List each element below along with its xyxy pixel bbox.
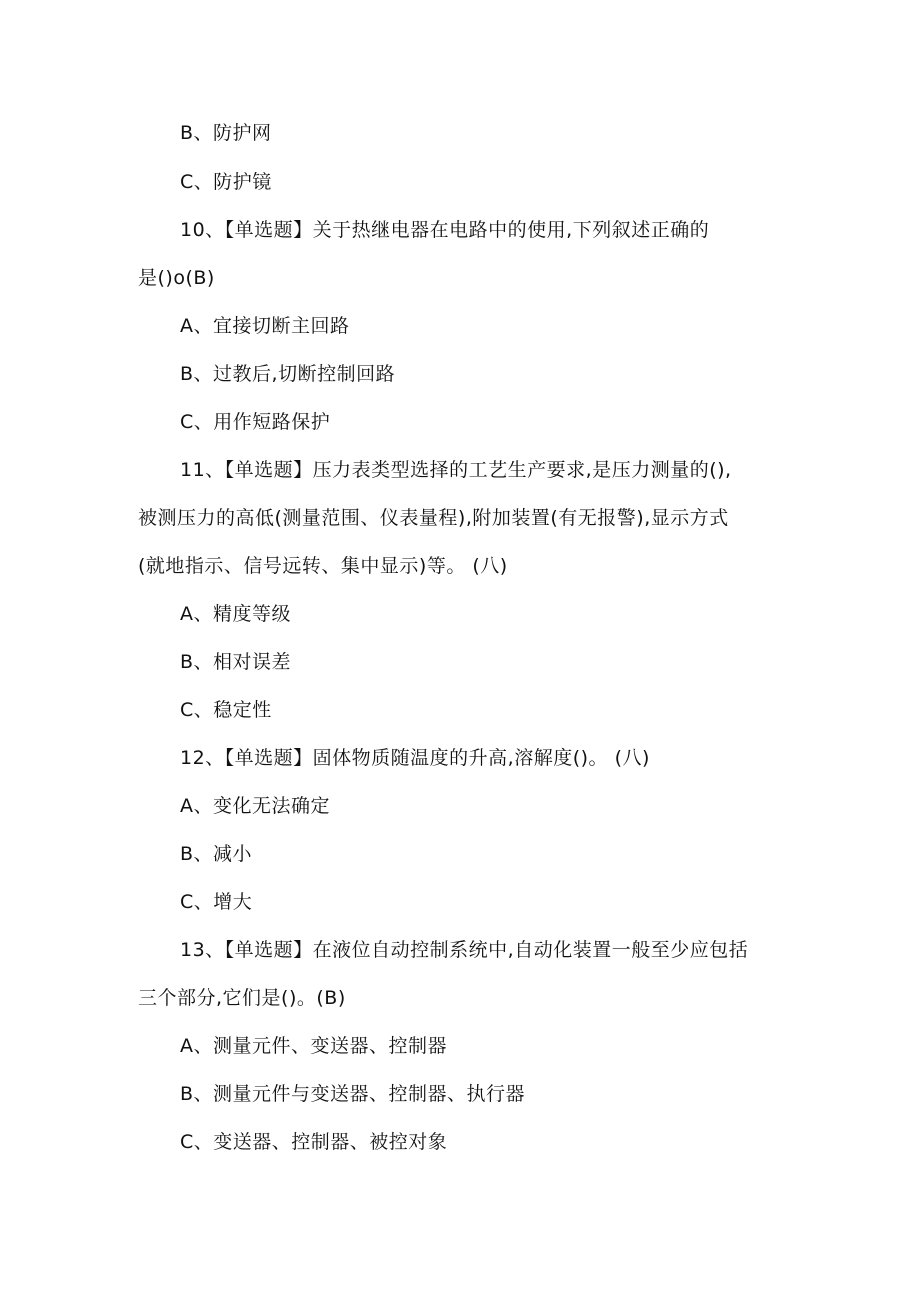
q12-option-b: B、减小 (180, 843, 253, 865)
q12-option-a: A、变化无法确定 (180, 795, 330, 817)
q13-option-a: A、测量元件、变送器、控制器 (180, 1035, 447, 1057)
q9-option-b: B、防护网 (180, 122, 272, 144)
q12-option-c: C、增大 (180, 891, 253, 913)
q13-option-c: C、变送器、控制器、被控对象 (180, 1131, 448, 1153)
q13-question-line-2: 三个部分,它们是()。(B) (138, 987, 346, 1009)
q10-question-line-1: 10、【单选题】关于热继电器在电路中的使用,下列叙述正确的 (180, 219, 710, 241)
q10-question-line-2: 是()o(B) (138, 267, 215, 289)
q11-question-line-2: 被测压力的高低(测量范围、仪表量程),附加装置(有无报警),显示方式 (138, 507, 729, 529)
q10-option-c: C、用作短路保护 (180, 411, 331, 433)
q11-option-c: C、稳定性 (180, 699, 272, 721)
q11-question-line-3: (就地指示、信号远转、集中显示)等。 (八) (138, 555, 508, 577)
q10-option-b: B、过教后,切断控制回路 (180, 363, 396, 385)
q11-option-a: A、精度等级 (180, 603, 291, 625)
q13-question-line-1: 13、【单选题】在液位自动控制系统中,自动化装置一般至少应包括 (180, 939, 749, 961)
q11-question-line-1: 11、【单选题】压力表类型选择的工艺生产要求,是压力测量的(), (180, 459, 732, 481)
q11-option-b: B、相对误差 (180, 651, 292, 673)
q12-question: 12、【单选题】固体物质随温度的升高,溶解度()。 (八) (180, 747, 650, 769)
q13-option-b: B、测量元件与变送器、控制器、执行器 (180, 1083, 526, 1105)
q9-option-c: C、防护镜 (180, 171, 272, 193)
q10-option-a: A、宜接切断主回路 (180, 315, 350, 337)
